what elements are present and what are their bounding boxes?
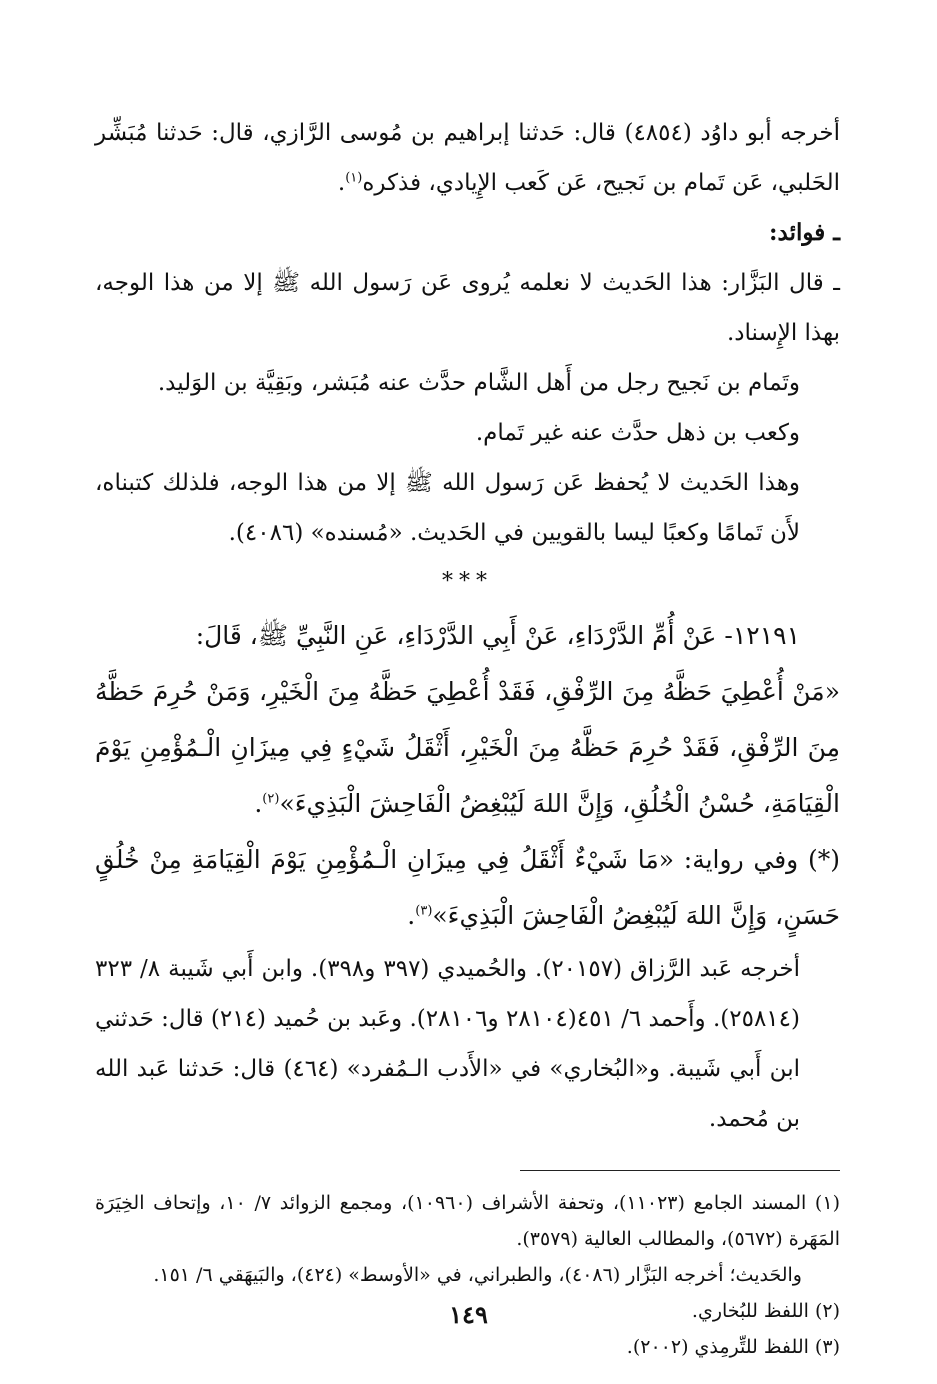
- hadith-matn: «مَنْ أُعْطِيَ حَظَّهُ مِنَ الرِّفْقِ، فَقَدْ أُعْطِيَ حَظَّهُ مِنَ الْخَيْرِ، وَمَنْ حُرِمَ حَظَّهُ مِنَ الرِّفْقِ، فَقَدْ حُرِمَ حَظَّهُ مِنَ الْخَيْرِ، أَثْقَلُ شَيْءٍ فِي مِيزَانِ الْـمُؤْمِنِ يَوْمَ الْقِيَامَةِ، حُسْنُ الْخُلُقِ، وَإِنَّ اللهَ لَيُبْغِضُ الْفَاحِشَ الْبَذِيءَ»: [95, 677, 840, 818]
- fawaid-heading: ـ فوائد:: [769, 219, 840, 246]
- footnote-1-continuation: والحَديث؛ أخرجه البَزَّار (٤٠٨٦)، والطبراني، في «الأوسط» (٤٢٤)، والبَيهَقي ٦/ ١٥١.: [153, 1264, 802, 1286]
- page-number: ١٤٩: [449, 1300, 488, 1329]
- page-body: [95, 108, 840, 1365]
- footnote-ref-3[interactable]: (٣): [415, 903, 433, 919]
- takhrij-text: أخرجه أبو داوُد (٤٨٥٤) قال: حَدثنا إبراهيم بن مُوسى الرَّازي، قال: حَدثنا مُبَشِّر الحَلبي، عَن تَمام بن نَجيح، عَن كَعب الإِيادي، فذكره: [95, 120, 840, 196]
- hadith-intro: ١٢١٩١- عَنْ أُمِّ الدَّرْدَاءِ، عَنْ أَبِي الدَّرْدَاءِ، عَنِ النَّبِيِّ ﷺ، قَالَ:: [195, 621, 800, 650]
- riwaya-matn: (*) وفي رواية: «مَا شَيْءٌ أَثْقَلُ فِي مِيزَانِ الْـمُؤْمِنِ يَوْمَ الْقِيَامَةِ مِنْ خُلُقٍ حَسَنٍ، وَإِنَّ اللهَ لَيُبْغِضُ الْفَاحِشَ الْبَذِيءَ»: [95, 845, 840, 930]
- footnote-3: (٣) اللفظ للتِّرمِذي (٢٠٠٢).: [626, 1336, 840, 1358]
- section-separator: ***: [442, 569, 493, 594]
- bazzar-comment: ـ قال البَزَّار: هذا الحَديث لا نعلمه يُروى عَن رَسول الله ﷺ إلا من هذا الوجه، بهذا الإِسناد.: [95, 270, 840, 346]
- footnote-1: (١) المسند الجامع (١١٠٢٣)، وتحفة الأشراف (١٠٩٦٠)، ومجمع الزوائد ٧/ ١٠، وإتحاف الخِيَرَة المَهَرة (٥٦٧٢)، والمطالب العالية (٣٥٧٩).: [95, 1192, 840, 1250]
- footnote-divider: [520, 1170, 840, 1171]
- hadith-text: «مَنْ أُعْطِيَ حَظَّهُ مِنَ الرِّفْقِ، فَقَدْ أُعْطِيَ حَظَّهُ مِنَ الْخَيْرِ، وَمَنْ حُرِمَ حَظَّهُ مِنَ الرِّفْقِ، فَقَدْ حُرِمَ حَظَّهُ مِنَ الْخَيْرِ، أَثْقَلُ شَيْءٍ فِي مِيزَانِ الْـمُؤْمِنِ يَوْمَ الْقِيَامَةِ، حُسْنُ الْخُلُقِ، وَإِنَّ اللهَ لَيُبْغِضُ الْفَاحِشَ الْبَذِيءَ»$^{(٢)}$.: [95, 677, 840, 818]
- takhrij-paragraph-1: أخرجه أبو داوُد (٤٨٥٤) قال: حَدثنا إبراهيم بن مُوسى الرَّازي، قال: حَدثنا مُبَشِّر الحَلبي، عَن تَمام بن نَجيح، عَن كَعب الإِيادي، فذكره$^{(١)}$.: [95, 120, 840, 196]
- footnote-ref-1[interactable]: (١): [345, 170, 363, 186]
- footnote-2: (٢) اللفظ للبُخاري.: [691, 1300, 840, 1322]
- tamam-note: وتَمام بن نَجيح رجل من أَهل الشَّام حدَّث عنه مُبَشر، وبَقِيَّة بن الوَليد.: [157, 370, 800, 396]
- takhrij-paragraph-2: أخرجه عَبد الرَّزاق (٢٠١٥٧). والحُميدي (٣٩٧ و٣٩٨). وابن أَبي شَيبة ٨/ ٣٢٣ (٢٥٨١٤). وأَحمد ٦/ ٤٥١(٢٨١٠٤ و٢٨١٠٦). وعَبد بن حُميد (٢١٤) قال: حَدثني ابن أَبي شَيبة. و«البُخاري» في «الأَدب الـمُفرد» (٤٦٤) قال: حَدثنا عَبد الله بن مُحمد.: [95, 956, 801, 1132]
- kaab-note: وكعب بن ذهل حدَّث عنه غير تَمام.: [475, 420, 800, 446]
- hadith-note: وهذا الحَديث لا يُحفظ عَن رَسول الله ﷺ إلا من هذا الوجه، فلذلك كتبناه، لأَن تَمامًا وكعبًا ليسا بالقويين في الحَديث. «مُسنده» (٤٠٨٦).: [95, 470, 800, 546]
- footnote-ref-2[interactable]: (٢): [262, 791, 280, 807]
- riwaya-text: (*) وفي رواية: «مَا شَيْءٌ أَثْقَلُ فِي مِيزَانِ الْـمُؤْمِنِ يَوْمَ الْقِيَامَةِ مِنْ خُلُقٍ حَسَنٍ، وَإِنَّ اللهَ لَيُبْغِضُ الْفَاحِشَ الْبَذِيءَ»$^{(٣)}$.: [95, 845, 840, 930]
